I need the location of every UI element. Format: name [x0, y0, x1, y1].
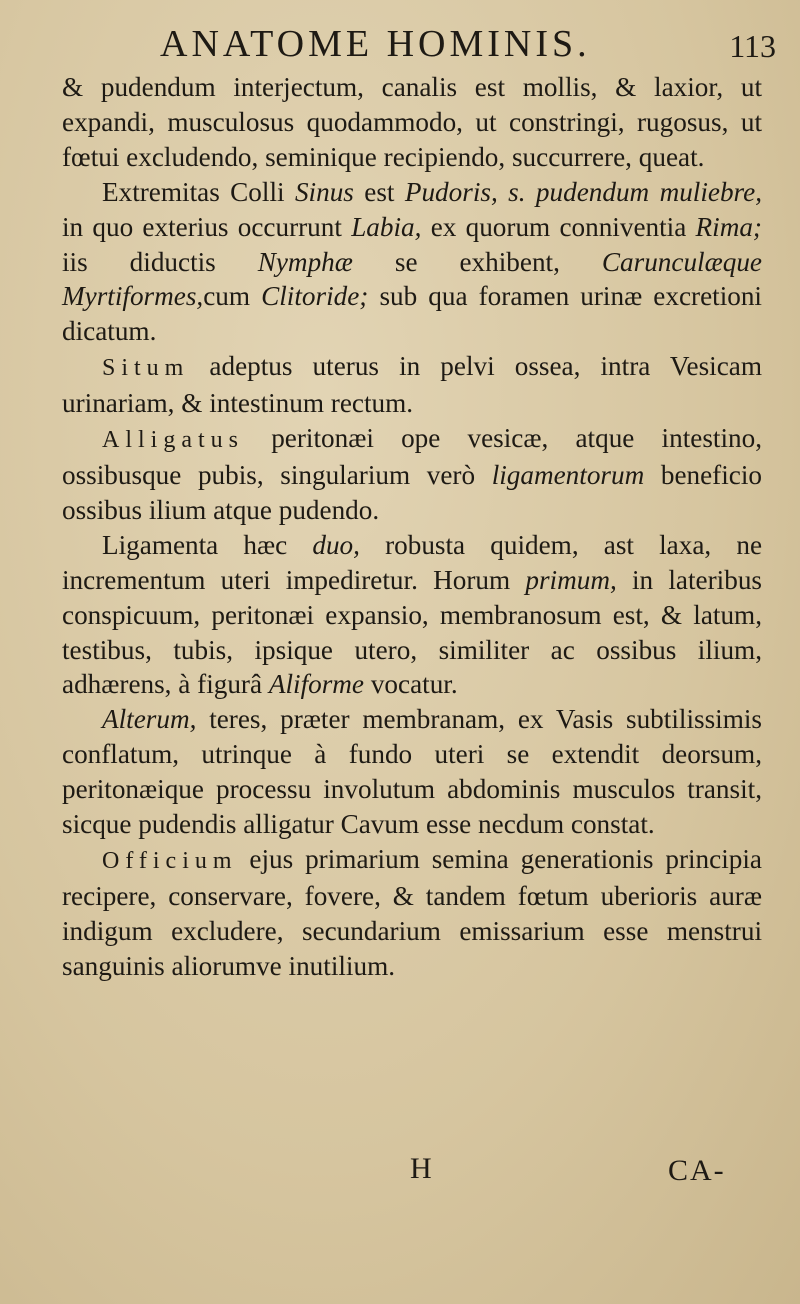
text-run: est: [353, 176, 405, 207]
italic-term: Clitoride;: [261, 281, 369, 312]
text-run: adeptus uterus in pelvi ossea, intra Vesicam urinariam, & intestinum rectum.: [62, 351, 762, 419]
italic-term: Carunculæque Myrtiformes,: [62, 246, 762, 312]
catchword: CA-: [668, 1154, 726, 1187]
italic-term: Rima;: [695, 211, 762, 242]
text-run: robusta quidem, ast laxa, ne incrementum uteri impediretur. Horum: [62, 529, 763, 595]
italic-term: ligamentorum: [491, 459, 645, 490]
small-caps-term: Alligatus: [102, 427, 244, 454]
text-run: ejus primarium semina generationis principia recipere, conservare, fovere, & tandem fœtum uberioris auræ indigum excludere, secundarium emissarium esse menstrui sanguinis aliorumve inutilium.: [62, 843, 762, 981]
text-run: se exhibent,: [352, 246, 602, 277]
running-head: ANATOME HOMINIS.: [160, 23, 591, 65]
italic-term: primum,: [525, 564, 617, 595]
small-caps-term: Officium: [102, 847, 238, 874]
paragraph-2: [62, 175, 762, 350]
page-number: 113: [729, 28, 776, 64]
paragraph-6: [62, 702, 762, 842]
text-run: ex quorum conniventia: [421, 211, 696, 242]
paragraph-3: [62, 349, 762, 421]
text-run: Ligamenta hæc: [102, 529, 313, 560]
italic-term: duo,: [312, 529, 360, 560]
page-header: [60, 22, 782, 68]
italic-term: Labia,: [351, 211, 422, 242]
text-run: peritonæi ope vesicæ, atque intestino, ossibusque pubis, singularium verò: [62, 423, 762, 490]
page-footer: [0, 1152, 800, 1202]
body-text: [62, 70, 762, 984]
text-run: in quo exterius occurrunt: [62, 211, 352, 242]
italic-term: Sinus: [294, 176, 354, 207]
italic-term: Aliforme: [268, 669, 365, 700]
text-run: Extremitas Colli: [102, 176, 295, 207]
text-run: beneficio ossibus ilium atque pudendo.: [62, 459, 762, 525]
text-run: cum: [203, 281, 262, 312]
signature-mark: H: [410, 1152, 432, 1185]
paragraph-7: [62, 842, 762, 984]
text-run: vocatur.: [364, 669, 458, 700]
text-run: in lateribus conspicuum, peritonæi expansio, membranosum est, & latum, testibus, tubis, ipsique utero, similiter ac ossibus ilium, adhærens, à figurâ: [62, 564, 762, 700]
paragraph-4: [62, 421, 762, 528]
text-run: iis diductis: [62, 246, 258, 277]
italic-term: Alterum,: [102, 704, 197, 735]
small-caps-term: Situm: [102, 355, 190, 382]
italic-term: Nymphæ: [257, 246, 353, 277]
paragraph-1: & pudendum interjectum, canalis est mollis, & laxior, ut expandi, musculosus quodammodo, ut constringi, rugosus, ut fœtui excludendo, seminique recipiendo, succurrere, queat.: [62, 72, 762, 172]
paragraph-5: [62, 528, 762, 703]
text-run: sub qua foramen urinæ excretioni dicatum.: [62, 281, 762, 347]
text-run: teres, præter membranam, ex Vasis subtilissimis conflatum, utrinque à fundo uteri se extendit deorsum, peritonæique processu involutum abdominis musculos transit, sicque pudendis alligatur Cavum esse necdum constat.: [62, 704, 762, 840]
italic-term: Pudoris, s. pudendum muliebre,: [404, 176, 762, 207]
